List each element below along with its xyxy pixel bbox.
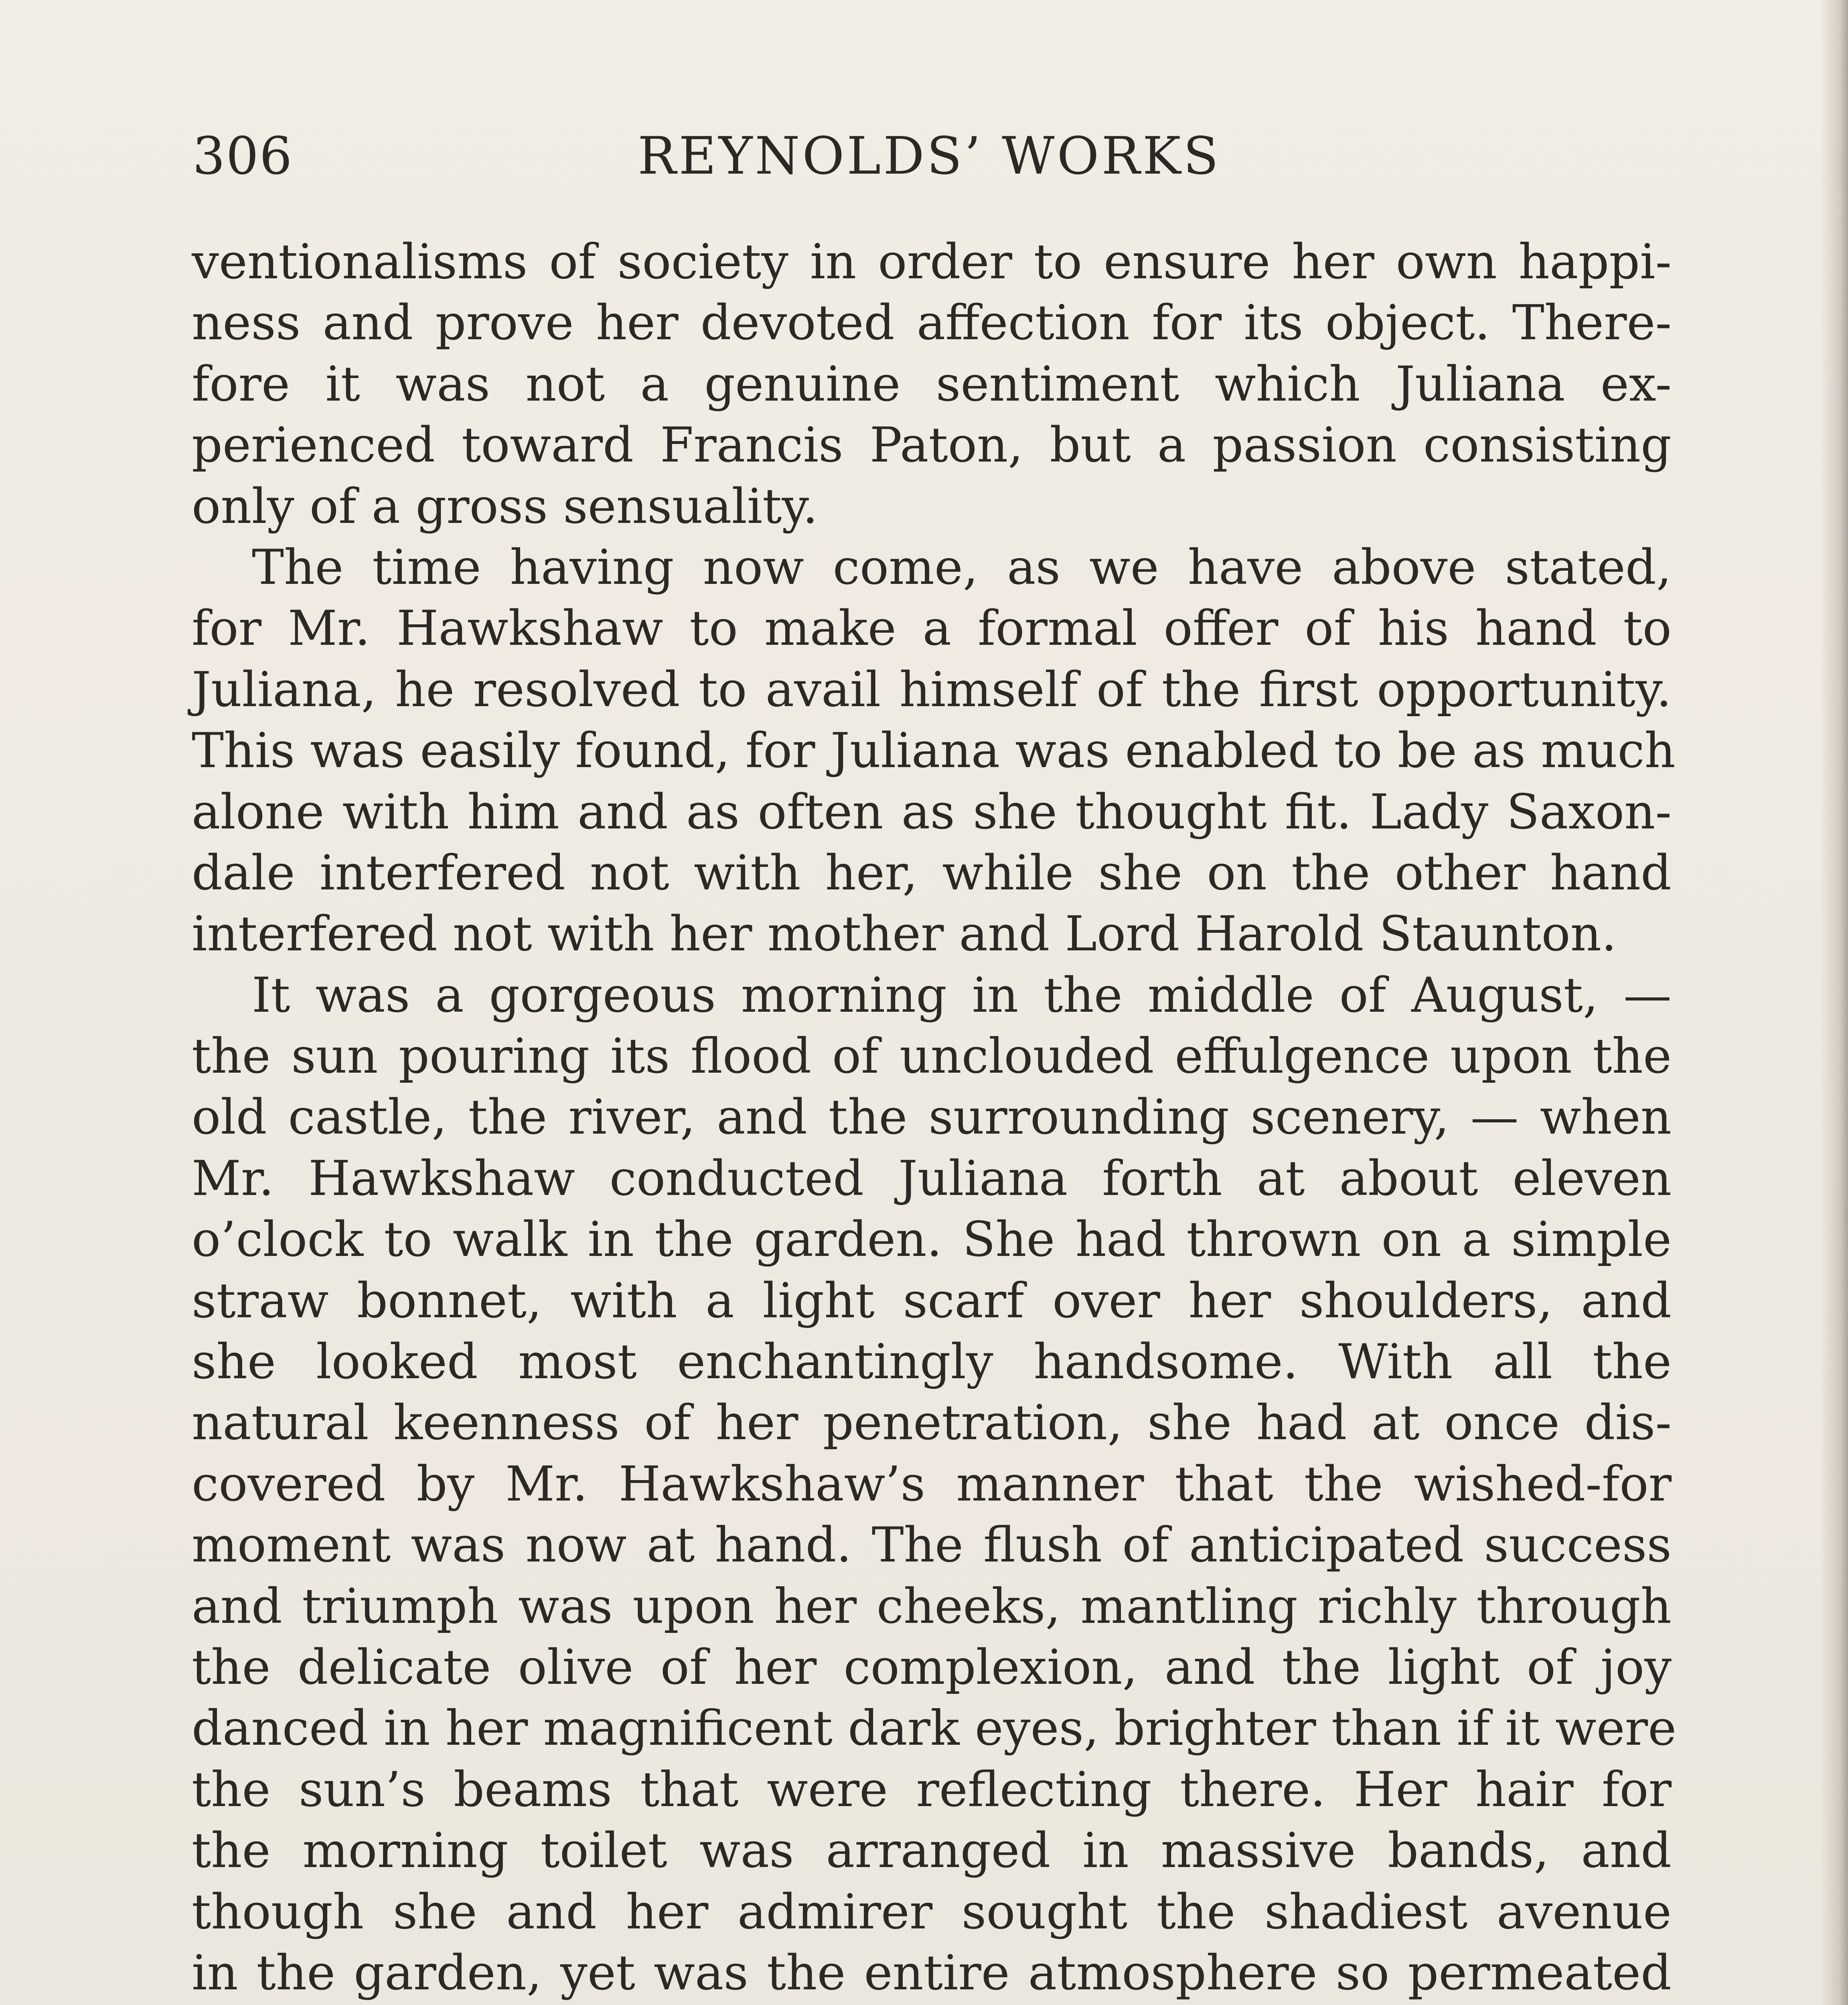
text-line: fore it was not a genuine sentiment which Juliana ex- (192, 356, 1672, 412)
text-line: straw bonnet, with a light scarf over her shoulders, and (192, 1273, 1672, 1329)
text-line: o’clock to walk in the garden. She had thrown on a simple (192, 1212, 1672, 1268)
text-line: in the garden, yet was the entire atmosphere so permeated (192, 1945, 1672, 2001)
page-header (192, 120, 1235, 192)
page-number: 306 (192, 126, 293, 186)
text-line: alone with him and as often as she thought fit. Lady Saxon- (192, 784, 1672, 840)
running-head: REYNOLDS’ WORKS (638, 126, 1221, 186)
text-line: the sun’s beams that were reflecting there. Her hair for (192, 1762, 1672, 1818)
text-line: dale interfered not with her, while she on the other hand (192, 845, 1672, 901)
text-line: old castle, the river, and the surrounding scenery, — when (192, 1090, 1672, 1146)
text-line: natural keenness of her penetration, she had at once dis- (192, 1395, 1672, 1451)
text-line: covered by Mr. Hawkshaw’s manner that the wished-for (192, 1456, 1672, 1512)
text-line: interfered not with her mother and Lord Harold Staunton. (192, 906, 1617, 962)
text-line: the sun pouring its flood of unclouded effulgence upon the (192, 1029, 1672, 1085)
text-line: Mr. Hawkshaw conducted Juliana forth at about eleven (192, 1150, 1672, 1207)
text-line: danced in her magnificent dark eyes, brighter than if it were (192, 1701, 1677, 1757)
body-text (192, 232, 1677, 2005)
text-line: The time having now come, as we have above stated, (252, 539, 1672, 595)
text-line: only of a gross sensuality. (192, 478, 818, 535)
text-line: moment was now at hand. The flush of anticipated success (192, 1517, 1672, 1574)
text-line: and triumph was upon her cheeks, mantling richly through (192, 1578, 1672, 1634)
text-line: the morning toilet was arranged in massive bands, and (192, 1823, 1672, 1879)
text-line: for Mr. Hawkshaw to make a formal offer of his hand to (192, 601, 1672, 657)
text-line: Juliana, he resolved to avail himself of the first opportunity. (192, 662, 1672, 718)
text-line: though she and her admirer sought the shadiest avenue (192, 1884, 1672, 1940)
page-edge-shadow (1820, 0, 1848, 2005)
text-line: the delicate olive of her complexion, and the light of joy (192, 1639, 1672, 1695)
text-line: ventionalisms of society in order to ensure her own happi- (192, 234, 1672, 290)
text-line: she looked most enchantingly handsome. With all the (192, 1334, 1672, 1390)
text-line: This was easily found, for Juliana was enabled to be as much (192, 723, 1676, 779)
text-line: ness and prove her devoted affection for its object. There- (192, 295, 1672, 351)
text-line: perienced toward Francis Paton, but a passion consisting (192, 417, 1672, 474)
text-line: It was a gorgeous morning in the middle of August, — (252, 967, 1672, 1023)
